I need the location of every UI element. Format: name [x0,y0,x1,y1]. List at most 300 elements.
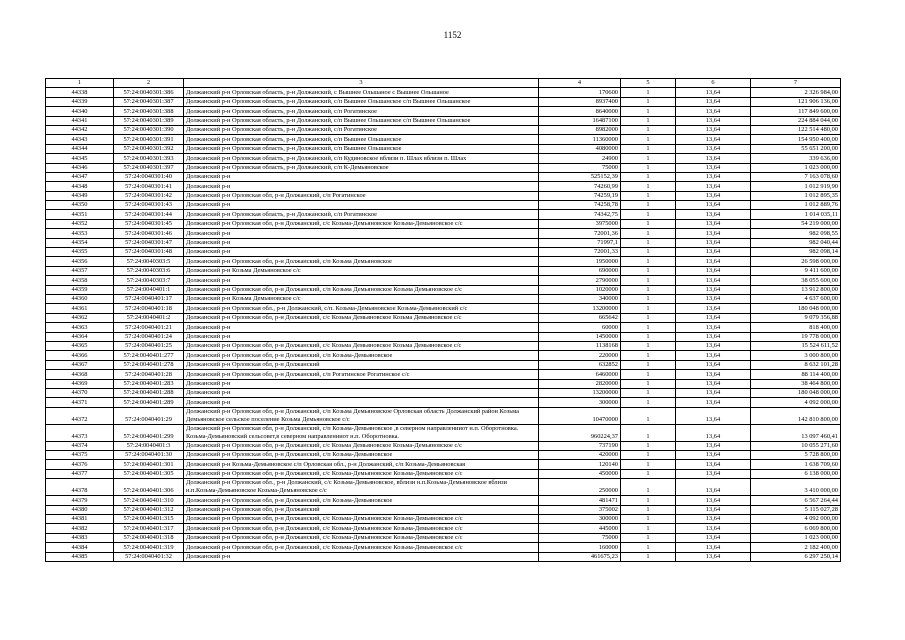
row-number-cell: 44359 [46,285,114,294]
row-number-cell: 44360 [46,294,114,303]
cadastral-value-cell: 10 055 271,60 [751,441,841,450]
address-cell: Должанский р-н Орловская обл, р-н Должанский, с/с Козьма Демьяновское Козьма Демьяновское с/с [184,313,539,322]
row-number-cell: 44381 [46,515,114,524]
row-number-cell: 44351 [46,210,114,219]
cadastral-number-cell: 57:24:0040401:25 [114,341,184,350]
rate-cell: 13,64 [676,116,751,125]
address-cell: Должанский р-н Орловская обл, р-н Должанский [184,505,539,514]
address-cell: Должанский р-н [184,398,539,407]
table-row [46,266,841,275]
cadastral-number-cell: 57:24:0040401:30 [114,451,184,460]
address-cell: Должанский р-н Орловская обл, р-н Должанский, с/с Козьма-Демьяновское Козьма-Демьяновское с/с [184,533,539,542]
rate-cell: 13,64 [676,97,751,106]
rate-cell: 13,64 [676,469,751,478]
table-row [46,332,841,341]
address-cell: Должанский р-н Орловская область, р-н Должанский, с/п Вышнее Ольшанское [184,135,539,144]
count-cell: 1 [621,496,676,505]
table-row [46,351,841,360]
area-cell: 461675,23 [539,552,621,561]
rate-cell: 13,64 [676,451,751,460]
area-cell: 375002 [539,505,621,514]
count-cell: 1 [621,552,676,561]
address-cell: Должанский р-н [184,248,539,257]
address-cell: Должанский р-н Орловская область, р-н Должанский, с/п Рогатинское [184,125,539,134]
area-cell: 71997,1 [539,238,621,247]
count-cell: 1 [621,154,676,163]
cadastral-number-cell: 57:24:0040301:45 [114,219,184,228]
rate-cell: 13,64 [676,543,751,552]
rate-cell: 13,64 [676,172,751,181]
cadastral-number-cell: 57:24:0040401:21 [114,323,184,332]
area-cell: 75000 [539,163,621,172]
cadastral-number-cell: 57:24:0040401:24 [114,332,184,341]
table-row [46,341,841,350]
row-number-cell: 44368 [46,370,114,379]
count-cell: 1 [621,97,676,106]
row-number-cell: 44340 [46,107,114,116]
rate-cell: 13,64 [676,191,751,200]
cadastral-number-cell: 57:24:0040401:28 [114,370,184,379]
area-cell: 10470000 [539,407,621,424]
row-number-cell: 44383 [46,533,114,542]
header-cell: 6 [676,79,751,88]
row-number-cell: 44366 [46,351,114,360]
cadastral-value-cell: 3 410 000,00 [751,479,841,496]
count-cell: 1 [621,341,676,350]
cadastral-number-cell: 57:24:0040301:48 [114,248,184,257]
cadastral-number-cell: 57:24:0040301:391 [114,135,184,144]
rate-cell: 13,64 [676,313,751,322]
row-number-cell: 44342 [46,125,114,134]
table-row [46,360,841,369]
rate-cell: 13,64 [676,496,751,505]
table-row [46,451,841,460]
count-cell: 1 [621,370,676,379]
cadastral-value-cell: 13 912 800,00 [751,285,841,294]
rate-cell: 13,64 [676,505,751,514]
row-number-cell: 44377 [46,469,114,478]
count-cell: 1 [621,313,676,322]
count-cell: 1 [621,515,676,524]
area-cell: 72001,33 [539,248,621,257]
address-cell: Должанский р-н Орловская обл., р-н Должанский, с/с Козьма-Демьяновское, вблизи н.п.Козьма-Демьяновское вблизи н.п.Козьма-Демьяновское Козьма-Демьяновское с/с [184,479,539,496]
rate-cell: 13,64 [676,441,751,450]
row-number-cell: 44373 [46,424,114,441]
count-cell: 1 [621,424,676,441]
row-number-cell: 44370 [46,388,114,397]
address-cell: Должанский р-н Орловская область, р-н Должанский, с/п Кудиновское вблизи п. Шлах вблизи п. Шлах [184,154,539,163]
cadastral-value-cell: 5 115 027,28 [751,505,841,514]
rate-cell: 13,64 [676,479,751,496]
rate-cell: 13,64 [676,370,751,379]
rate-cell: 13,64 [676,210,751,219]
cadastral-value-cell: 1 014 035,11 [751,210,841,219]
cadastral-value-cell: 2 326 984,00 [751,88,841,97]
rate-cell: 13,64 [676,238,751,247]
cadastral-value-cell: 1 012 895,35 [751,191,841,200]
cadastral-value-cell: 154 950 400,00 [751,135,841,144]
address-cell: Должанский р-н [184,201,539,210]
count-cell: 1 [621,88,676,97]
count-cell: 1 [621,388,676,397]
table-row [46,469,841,478]
cadastral-number-cell: 57:24:0040301:47 [114,238,184,247]
table-row [46,543,841,552]
address-cell: Должанский р-н Орловская область, р-н Должанский, с/п К-Демьяновское [184,163,539,172]
count-cell: 1 [621,304,676,313]
rate-cell: 13,64 [676,276,751,285]
row-number-cell: 44339 [46,97,114,106]
address-cell: Должанский р-н Орловская обл., р-н Должанский, с/п. Козьма-Демьяновское Козьма-Демьяновский с/с [184,304,539,313]
cadastral-value-cell: 38 464 800,00 [751,379,841,388]
rate-cell: 13,64 [676,248,751,257]
count-cell: 1 [621,323,676,332]
address-cell: Должанский р-н Орловская обл, р-н Должанский, с/с Козьма Демьяновское Козьма-Демьяновское с/с [184,441,539,450]
cadastral-value-cell: 5 728 800,00 [751,451,841,460]
table-row [46,524,841,533]
count-cell: 1 [621,351,676,360]
area-cell: 74258,78 [539,201,621,210]
table-row [46,97,841,106]
rate-cell: 13,64 [676,266,751,275]
count-cell: 1 [621,172,676,181]
header-cell: 1 [46,79,114,88]
cadastral-number-cell: 57:24:0040303:5 [114,257,184,266]
area-cell: 1020000 [539,285,621,294]
address-cell: Должанский р-н Козьма Демьяновское с/с [184,266,539,275]
cadastral-value-cell: 6 138 000,00 [751,469,841,478]
table-row [46,496,841,505]
row-number-cell: 44382 [46,524,114,533]
row-number-cell: 44347 [46,172,114,181]
area-cell: 16487100 [539,116,621,125]
header-cell: 3 [184,79,539,88]
area-cell: 6460000 [539,370,621,379]
rate-cell: 13,64 [676,107,751,116]
row-number-cell: 44364 [46,332,114,341]
table-row [46,210,841,219]
row-number-cell: 44375 [46,451,114,460]
row-number-cell: 44343 [46,135,114,144]
cadastral-value-cell: 1 023 000,00 [751,533,841,542]
count-cell: 1 [621,266,676,275]
rate-cell: 13,64 [676,533,751,542]
rate-cell: 13,64 [676,360,751,369]
table-row [46,276,841,285]
row-number-cell: 44348 [46,182,114,191]
area-cell: 1450000 [539,332,621,341]
table-row [46,460,841,469]
cadastral-value-cell: 88 114 400,00 [751,370,841,379]
rate-cell: 13,64 [676,201,751,210]
area-cell: 24900 [539,154,621,163]
cadastral-number-cell: 57:24:0040401:312 [114,505,184,514]
area-cell: 250000 [539,479,621,496]
table-row [46,370,841,379]
area-cell: 4080000 [539,144,621,153]
area-cell: 74259,19 [539,191,621,200]
table-row [46,323,841,332]
row-number-cell: 44361 [46,304,114,313]
cadastral-value-cell: 38 055 600,00 [751,276,841,285]
row-number-cell: 44354 [46,238,114,247]
cadastral-number-cell: 57:24:0040301:393 [114,154,184,163]
cadastral-number-cell: 57:24:0040301:388 [114,107,184,116]
area-cell: 2790000 [539,276,621,285]
rate-cell: 13,64 [676,304,751,313]
area-cell: 74342,75 [539,210,621,219]
area-cell: 170600 [539,88,621,97]
row-number-cell: 44357 [46,266,114,275]
address-cell: Должанский р-н Орловская область, р-н Должанский, с/п Вышнее Ольшанское [184,144,539,153]
table-row [46,479,841,496]
area-cell: 75000 [539,533,621,542]
rate-cell: 13,64 [676,144,751,153]
area-cell: 1950000 [539,257,621,266]
cadastral-value-cell: 9 411 600,00 [751,266,841,275]
count-cell: 1 [621,116,676,125]
cadastral-number-cell: 57:24:0040401:283 [114,379,184,388]
cadastral-number-cell: 57:24:0040401:305 [114,469,184,478]
cadastral-value-cell: 1 012 919,90 [751,182,841,191]
cadastral-value-cell: 13 097 460,41 [751,424,841,441]
table-row [46,107,841,116]
count-cell: 1 [621,163,676,172]
count-cell: 1 [621,285,676,294]
area-cell: 340000 [539,294,621,303]
cadastral-number-cell: 57:24:0040401:288 [114,388,184,397]
row-number-cell: 44374 [46,441,114,450]
area-cell: 13200000 [539,388,621,397]
area-cell: 2820000 [539,379,621,388]
cadastral-value-cell: 1 638 709,60 [751,460,841,469]
count-cell: 1 [621,229,676,238]
rate-cell: 13,64 [676,379,751,388]
cadastral-value-cell: 3 000 800,00 [751,351,841,360]
cadastral-number-cell: 57:24:0040301:43 [114,201,184,210]
row-number-cell: 44378 [46,479,114,496]
row-number-cell: 44376 [46,460,114,469]
count-cell: 1 [621,219,676,228]
cadastral-number-cell: 57:24:0040401:299 [114,424,184,441]
address-cell: Должанский р-н [184,172,539,181]
table-row [46,144,841,153]
table-row [46,441,841,450]
row-number-cell: 44362 [46,313,114,322]
row-number-cell: 44338 [46,88,114,97]
table-row [46,398,841,407]
address-cell: Должанский р-н [184,388,539,397]
cadastral-value-cell: 121 906 136,00 [751,97,841,106]
address-cell: Должанский р-н Орловская обл, р-н Должанский, с/п Рогатинское [184,191,539,200]
row-number-cell: 44345 [46,154,114,163]
area-cell: 8640000 [539,107,621,116]
row-number-cell: 44352 [46,219,114,228]
count-cell: 1 [621,144,676,153]
area-cell: 300000 [539,515,621,524]
address-cell: Должанский р-н Орловская область, р-н Должанский, с/п Рогатинское [184,107,539,116]
cadastral-value-cell: 982 040,44 [751,238,841,247]
cadastral-number-cell: 57:24:0040303:6 [114,266,184,275]
address-cell: Должанский р-н [184,332,539,341]
address-cell: Должанский р-н Орловская обл, р-н Должанский, с/п Козьма Демьяновское Орловская область Должанский район Козьма Демьяновское сельское поселение Козьма Демьяновское с/с [184,407,539,424]
table-row [46,172,841,181]
cadastral-value-cell: 1 012 889,76 [751,201,841,210]
table-row [46,182,841,191]
cadastral-number-cell: 57:24:0040401:29 [114,407,184,424]
count-cell: 1 [621,201,676,210]
address-cell: Должанский р-н Орловская обл, р-н Должанский, с/с Козьма-Демьяновское Козьма-Демьяновское с/с [184,469,539,478]
table-row [46,424,841,441]
address-cell: Должанский р-н Орловская обл, р-н Должанский, с/п Козьма-Демьяновское [184,451,539,460]
cadastral-number-cell: 57:24:0040301:397 [114,163,184,172]
address-cell: Должанский р-н Орловская область, р-н Должанский, с/п Вышнее Ольшанское с/п Вышнее Ольшанское [184,116,539,125]
address-cell: Должанский р-н Орловская обл, р-н Должанский, с/п Козьма Демьяновское [184,257,539,266]
count-cell: 1 [621,294,676,303]
row-number-cell: 44350 [46,201,114,210]
header-cell: 4 [539,79,621,88]
table-row [46,304,841,313]
table-row [46,229,841,238]
cadastral-value-cell: 4 092 000,00 [751,398,841,407]
header-cell: 2 [114,79,184,88]
rate-cell: 13,64 [676,341,751,350]
cadastral-value-cell: 2 182 400,00 [751,543,841,552]
address-cell: Должанский р-н Орловская обл, р-н Должанский, с/п Козьма-Демьяновское ,в северном направленииот н.п. Оборотновка. Козьма-Демьяновский сельсовет,в северном направленииот н.п. Оборотновка. [184,424,539,441]
row-number-cell: 44358 [46,276,114,285]
count-cell: 1 [621,441,676,450]
area-cell: 690000 [539,266,621,275]
cadastral-value-cell: 54 219 000,00 [751,219,841,228]
cadastral-number-cell: 57:24:0040401:17 [114,294,184,303]
row-number-cell: 44363 [46,323,114,332]
cadastral-value-cell: 180 048 000,00 [751,304,841,313]
table-row [46,515,841,524]
table-row [46,163,841,172]
cadastral-number-cell: 57:24:0040401:277 [114,351,184,360]
cadastral-value-cell: 26 598 000,00 [751,257,841,266]
count-cell: 1 [621,276,676,285]
row-number-cell: 44367 [46,360,114,369]
cadastral-number-cell: 57:24:0040301:42 [114,191,184,200]
area-cell: 450000 [539,469,621,478]
table-row [46,407,841,424]
count-cell: 1 [621,257,676,266]
cadastral-number-cell: 57:24:0040401:18 [114,304,184,313]
count-cell: 1 [621,191,676,200]
cadastral-number-cell: 57:24:0040301:386 [114,88,184,97]
area-cell: 665642 [539,313,621,322]
address-cell: Должанский р-н [184,276,539,285]
rate-cell: 13,64 [676,135,751,144]
count-cell: 1 [621,210,676,219]
address-cell: Должанский р-н Орловская обл, р-н Должанский, с/с Козьма-Демьяновское Козьма-Демьяновское с/с [184,524,539,533]
table-row [46,257,841,266]
row-number-cell: 44371 [46,398,114,407]
row-number-cell: 44384 [46,543,114,552]
rate-cell: 13,64 [676,285,751,294]
address-cell: Должанский р-н [184,323,539,332]
rate-cell: 13,64 [676,182,751,191]
header-cell: 7 [751,79,841,88]
cadastral-value-cell: 224 884 044,00 [751,116,841,125]
rate-cell: 13,64 [676,257,751,266]
cadastral-value-cell: 9 079 356,88 [751,313,841,322]
cadastral-value-cell: 122 514 480,00 [751,125,841,134]
area-cell: 60000 [539,323,621,332]
count-cell: 1 [621,460,676,469]
cadastral-value-cell: 4 637 600,00 [751,294,841,303]
count-cell: 1 [621,238,676,247]
header-cell: 5 [621,79,676,88]
cadastral-number-cell: 57:24:0040301:44 [114,210,184,219]
address-cell: Должанский р-н Орловская область, р-н Должанский, с/п Рогатинское [184,210,539,219]
area-cell: 445000 [539,524,621,533]
cadastral-number-cell: 57:24:0040401:319 [114,543,184,552]
cadastral-value-cell: 142 810 800,00 [751,407,841,424]
cadastral-value-cell: 55 651 200,00 [751,144,841,153]
table-row [46,533,841,542]
table-row [46,154,841,163]
rate-cell: 13,64 [676,294,751,303]
address-cell: Должанский р-н Орловская обл, р-н Должанский, с/с Козьма-Демьяновское Козьма-Демьяновское с/с [184,515,539,524]
row-number-cell: 44365 [46,341,114,350]
rate-cell: 13,64 [676,125,751,134]
area-cell: 72001,36 [539,229,621,238]
table-row [46,238,841,247]
count-cell: 1 [621,182,676,191]
count-cell: 1 [621,533,676,542]
row-number-cell: 44369 [46,379,114,388]
row-number-cell: 44344 [46,144,114,153]
cadastral-number-cell: 57:24:0040401:289 [114,398,184,407]
table-row [46,505,841,514]
cadastral-value-cell: 15 524 611,52 [751,341,841,350]
area-cell: 737190 [539,441,621,450]
address-cell: Должанский р-н Орловская обл, р-н Должанский, с/п Козьма-Демьяновское [184,351,539,360]
address-cell: Должанский р-н Орловская обл, р-н Должанский, с/п Козьма-Демьяновское [184,496,539,505]
count-cell: 1 [621,360,676,369]
table-row [46,125,841,134]
cadastral-number-cell: 57:24:0040301:389 [114,116,184,125]
cadastral-number-cell: 57:24:0040303:7 [114,276,184,285]
cadastral-value-cell: 6 297 250,14 [751,552,841,561]
table-row [46,552,841,561]
cadastral-number-cell: 57:24:0040401:32 [114,552,184,561]
area-cell: 8937400 [539,97,621,106]
count-cell: 1 [621,248,676,257]
cadastral-number-cell: 57:24:0040301:390 [114,125,184,134]
count-cell: 1 [621,332,676,341]
rate-cell: 13,64 [676,515,751,524]
area-cell: 525152,39 [539,172,621,181]
count-cell: 1 [621,407,676,424]
rate-cell: 13,64 [676,332,751,341]
cadastral-number-cell: 57:24:0040401:318 [114,533,184,542]
table-row [46,379,841,388]
cadastral-value-cell: 982 098,14 [751,248,841,257]
count-cell: 1 [621,524,676,533]
area-cell: 120140 [539,460,621,469]
table-row [46,285,841,294]
table-row [46,294,841,303]
rate-cell: 13,64 [676,388,751,397]
address-cell: Должанский р-н Орловская область, р-н Должанский, с/п Вышнее Ольшанское с/п Вышнее Ольшанское [184,97,539,106]
row-number-cell: 44349 [46,191,114,200]
row-number-cell: 44380 [46,505,114,514]
table-row [46,191,841,200]
rate-cell: 13,64 [676,154,751,163]
